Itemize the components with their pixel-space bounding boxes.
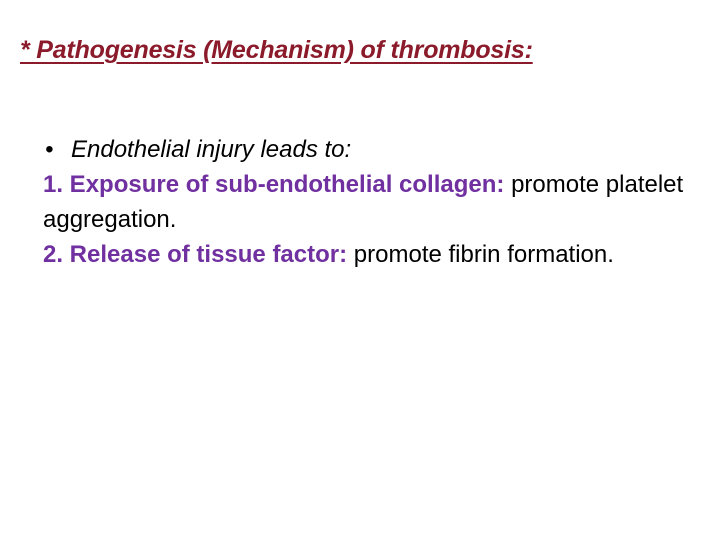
point-2: [43, 237, 703, 272]
point-1: [43, 167, 703, 237]
bullet-icon: •: [45, 136, 54, 163]
point-1-label: 1. Exposure of sub-endothelial collagen:: [43, 171, 505, 198]
point-2-text: promote fibrin formation.: [347, 241, 614, 268]
slide-body: [43, 132, 703, 272]
slide-title: * Pathogenesis (Mechanism) of thrombosis:: [20, 36, 533, 64]
bullet-text: Endothelial injury leads to:: [71, 136, 352, 163]
bullet-item: [45, 132, 703, 167]
point-1-text: promote platelet aggregation.: [43, 171, 684, 233]
point-2-label: 2. Release of tissue factor:: [43, 241, 348, 268]
